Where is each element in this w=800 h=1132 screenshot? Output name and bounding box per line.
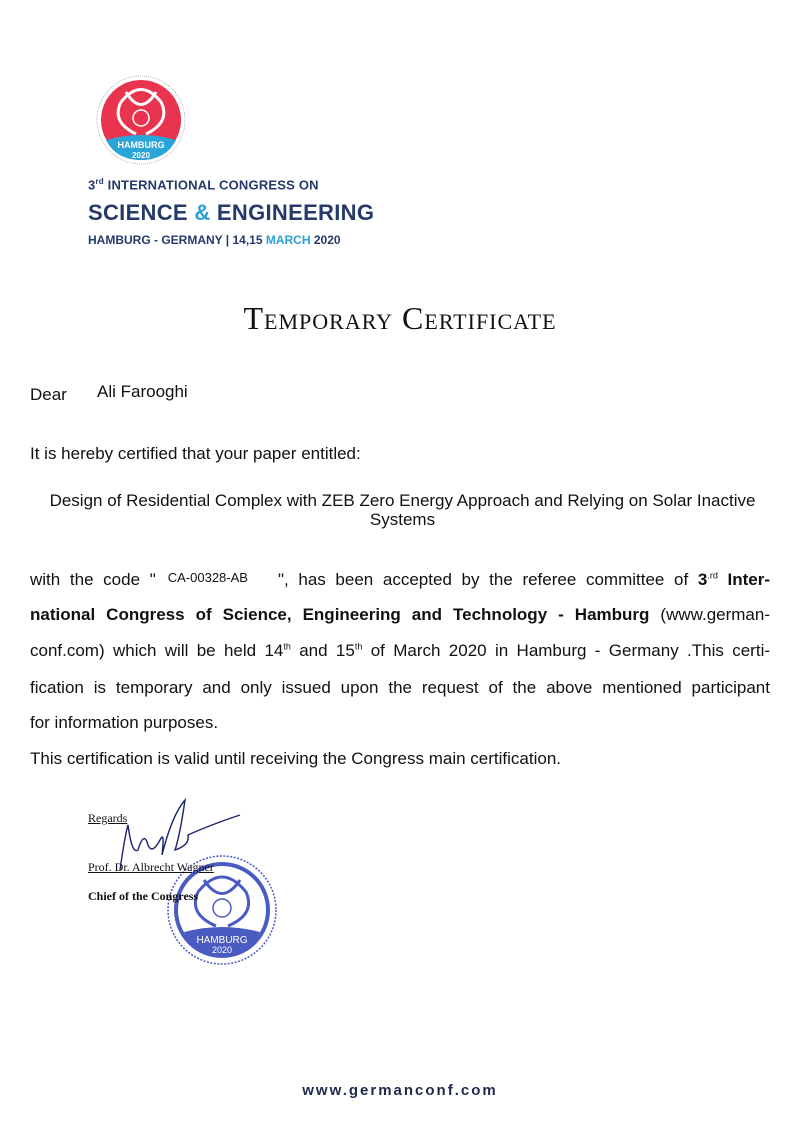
paper-code: CA-00328-AB — [167, 570, 248, 585]
signer-role: Chief of the Congress — [88, 889, 199, 903]
stamp-city: HAMBURG — [196, 935, 248, 946]
logo-city: HAMBURG — [117, 140, 165, 150]
congress-logo — [86, 72, 196, 172]
header-line-1: 3rd INTERNATIONAL CONGRESS ON — [88, 177, 319, 193]
body-line-3: conf.com) which will be held 14th and 15th of March 2020 in Hamburg - Germany .This certi- — [30, 641, 771, 660]
certificate-title: Temporary Certificate — [243, 300, 557, 336]
logo-year: 2020 — [132, 151, 150, 160]
paper-title: Design of Residential Complex with ZEB Zero Energy Approach and Relying on Solar Inactive Systems — [49, 491, 756, 529]
regards-label: Regards — [88, 811, 128, 825]
signer-name: Prof. Dr. Albrecht Wagner — [88, 860, 214, 874]
intro-text: It is hereby certified that your paper entitled: — [30, 444, 361, 463]
dear-label: Dear — [30, 385, 67, 404]
stamp-year: 2020 — [211, 945, 233, 955]
body-line-1: with the code " CA-00328-AB ", has been accepted by the referee committee of $3^{.rd}$ Inter- — [30, 570, 770, 589]
footer-website: www.germanconf.com — [302, 1082, 498, 1099]
header-line-2: SCIENCE & ENGINEERING — [88, 200, 375, 225]
body-line-2: national Congress of Science, Engineering and Technology - Hamburg (www.german- — [30, 605, 770, 624]
recipient-name: Ali Farooghi — [97, 382, 188, 401]
body-line-4: fication is temporary and only issued upon the request of the above mentioned participant — [30, 678, 770, 697]
header-line-3: HAMBURG - GERMANY | 14,15 MARCH 2020 — [88, 233, 341, 247]
body-line-5: for information purposes. — [30, 713, 219, 732]
body-line-6: This certification is valid until receiving the Congress main certification. — [30, 749, 562, 768]
handwritten-signature — [110, 795, 250, 885]
